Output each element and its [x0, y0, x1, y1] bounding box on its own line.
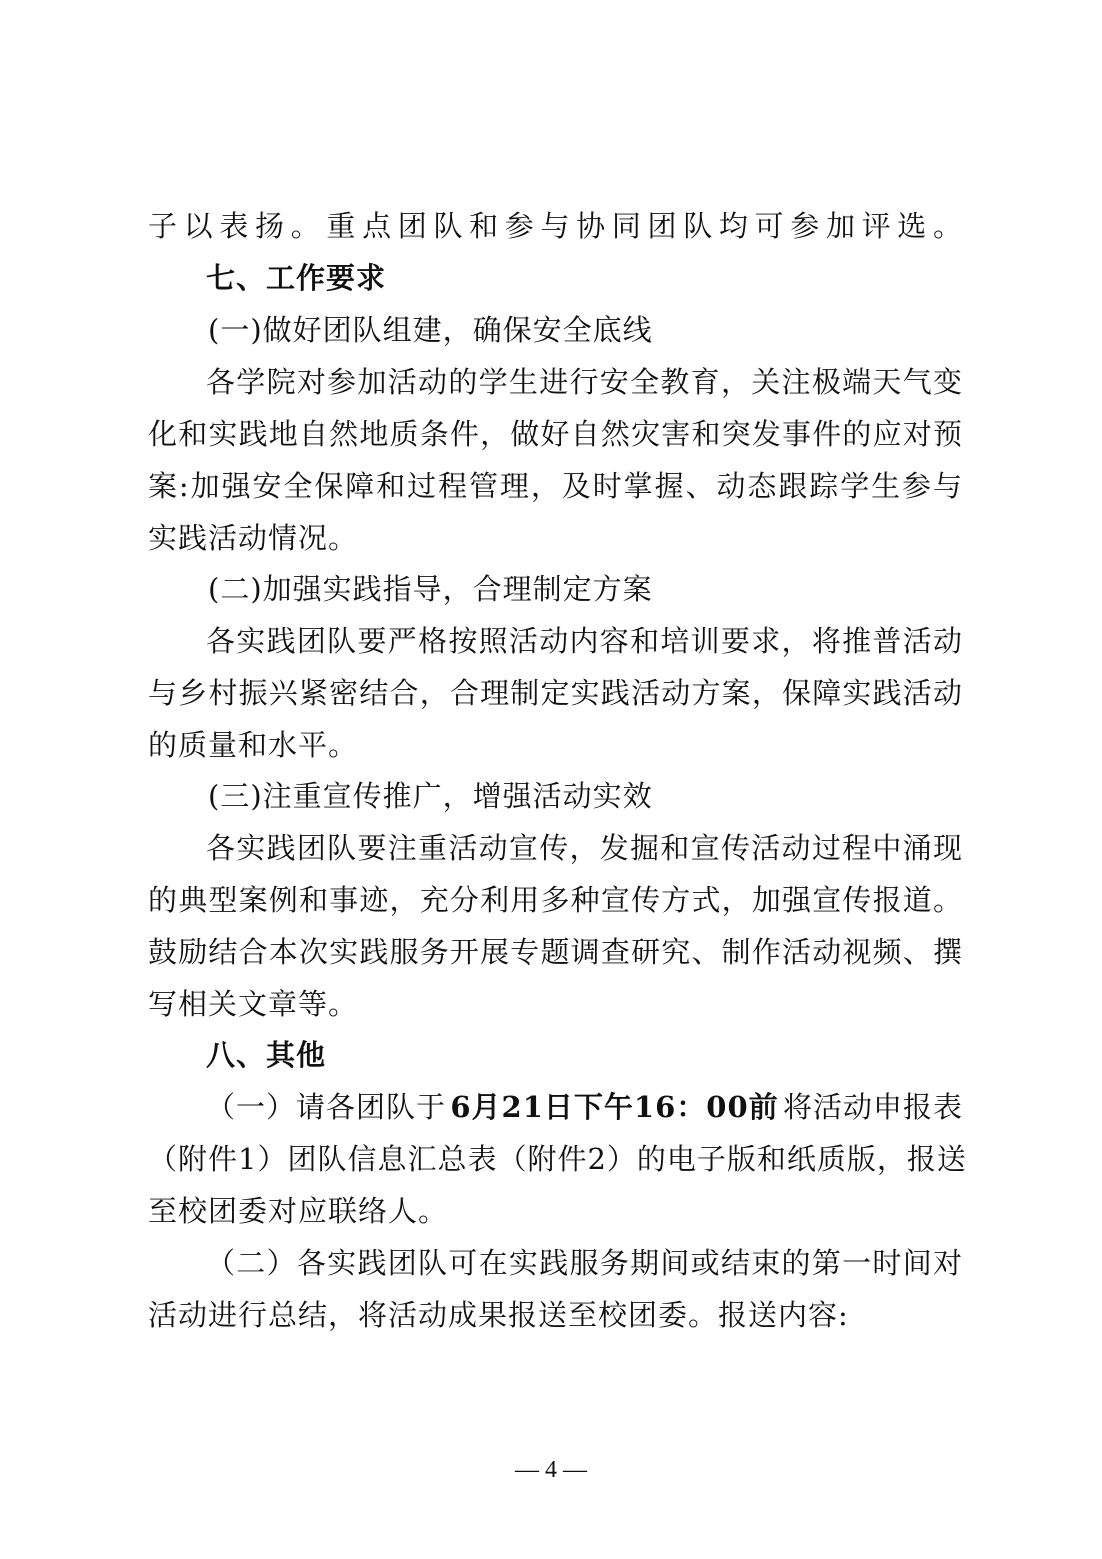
- subsection-heading-7-3: (三)注重宣传推广，增强活动实效: [208, 779, 653, 813]
- paragraph-line: （附件1）团队信息汇总表（附件2）的电子版和纸质版，报送: [148, 1142, 967, 1176]
- paragraph-line: 案:加强安全保障和过程管理，及时掌握、动态跟踪学生参与: [148, 469, 963, 503]
- paragraph-line: 子以表扬。重点团队和参与协同团队均可参加评选。: [148, 209, 963, 243]
- paragraph-line: 各学院对参加活动的学生进行安全教育，关注极端天气变: [206, 365, 963, 399]
- paragraph-line: 各实践团队要注重活动宣传，发掘和宣传活动过程中涌现: [206, 831, 963, 865]
- paragraph-line: 与乡村振兴紧密结合，合理制定实践活动方案，保障实践活动: [148, 676, 963, 710]
- paragraph-line: 的质量和水平。: [148, 728, 359, 762]
- subsection-heading-7-2: (二)加强实践指导，合理制定方案: [208, 572, 653, 606]
- deadline-text: 6月21日下午16：00前: [450, 1090, 779, 1124]
- paragraph-line: [206, 1087, 963, 1127]
- paragraph-line: 活动进行总结，将活动成果报送至校团委。报送内容:: [148, 1298, 849, 1332]
- subsection-heading-7-1: (一)做好团队组建，确保安全底线: [208, 313, 653, 347]
- paragraph-line: 化和实践地自然地质条件，做好自然灾害和突发事件的应对预: [148, 417, 963, 451]
- paragraph-line: 实践活动情况。: [148, 521, 359, 555]
- paragraph-segment: 将活动申报表: [782, 1090, 963, 1124]
- paragraph-line: 至校团委对应联络人。: [148, 1194, 449, 1228]
- paragraph-line: 写相关文章等。: [148, 987, 359, 1021]
- paragraph-line: 的典型案例和事迹，充分利用多种宣传方式，加强宣传报道。: [148, 883, 963, 917]
- page-number: — 4 —: [515, 1457, 587, 1483]
- paragraph-segment: （一）请各团队于: [206, 1090, 447, 1124]
- paragraph-line: 各实践团队要严格按照活动内容和培训要求，将推普活动: [206, 624, 963, 658]
- paragraph-line: （二）各实践团队可在实践服务期间或结束的第一时间对: [206, 1246, 963, 1280]
- section-heading-8: 八、其他: [206, 1038, 327, 1072]
- section-heading-7: 七、工作要求: [206, 261, 387, 295]
- paragraph-line: 鼓励结合本次实践服务开展专题调查研究、制作活动视频、撰: [148, 935, 963, 969]
